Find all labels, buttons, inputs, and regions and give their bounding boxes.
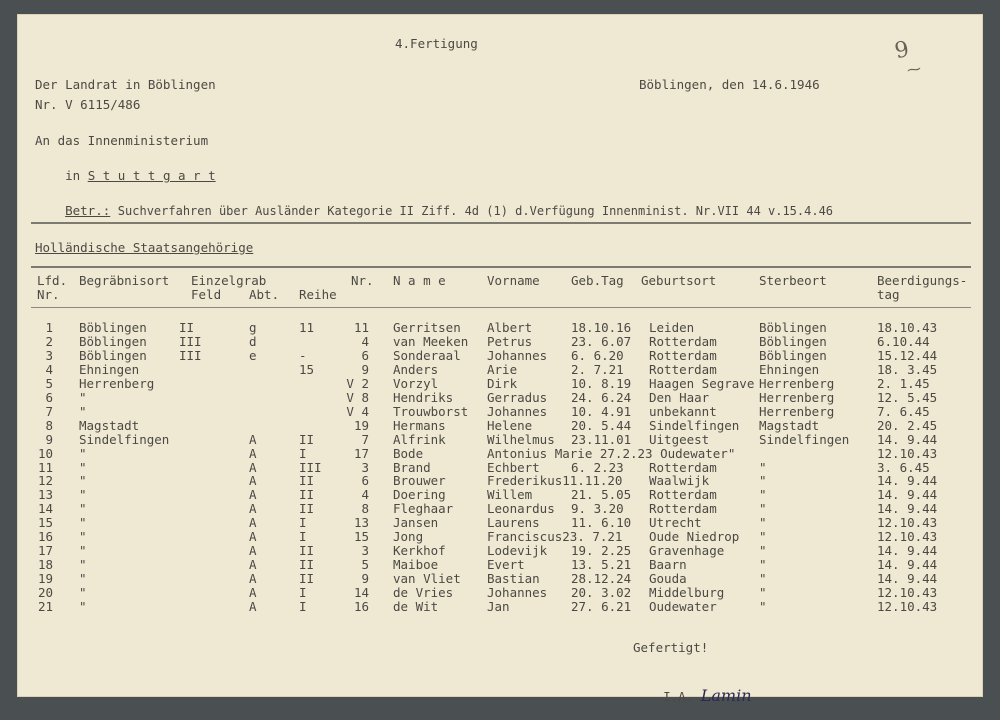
burial-place: " bbox=[79, 459, 87, 475]
burial-date: 18. 3.45 bbox=[877, 361, 938, 377]
surname: Anders bbox=[393, 361, 439, 377]
burial-place: " bbox=[79, 515, 87, 531]
grave-row: II bbox=[299, 543, 315, 559]
grave-number: 4 bbox=[361, 333, 369, 349]
row-number: 12 bbox=[37, 473, 53, 489]
col-begraebnisort: Begräbnisort bbox=[79, 273, 170, 288]
table-row bbox=[17, 447, 983, 460]
first-name: Arie bbox=[487, 361, 518, 377]
surname: van Vliet bbox=[393, 571, 461, 587]
table-row bbox=[17, 433, 983, 446]
ia-label: I.A. bbox=[663, 689, 694, 704]
first-name: Wilhelmus bbox=[487, 431, 555, 447]
row-number: 21 bbox=[37, 599, 53, 614]
surname: van Meeken bbox=[393, 333, 469, 349]
grave-number: 9 bbox=[361, 361, 369, 377]
file-number: Nr. V 6115/486 bbox=[35, 97, 141, 112]
surname: Sonderaal bbox=[393, 347, 461, 363]
grave-number: 19 bbox=[353, 417, 369, 433]
row-number: 4 bbox=[45, 361, 53, 377]
grave-section: A bbox=[249, 571, 257, 587]
row-number: 3 bbox=[45, 347, 53, 363]
surname: Kerkhof bbox=[393, 543, 446, 559]
subject-label: Betr.: bbox=[65, 203, 111, 218]
grave-section: e bbox=[249, 347, 257, 363]
col-reihe: Reihe bbox=[299, 287, 337, 302]
burial-date: 14. 9.44 bbox=[877, 487, 938, 503]
grave-row: I bbox=[299, 585, 307, 601]
grave-row: I bbox=[299, 445, 307, 461]
first-name: Antonius Marie 27.2.23 Oudewater" bbox=[487, 445, 736, 461]
grave-section: A bbox=[249, 487, 257, 503]
birth-date: 21. 5.05 bbox=[571, 487, 632, 503]
first-name: Evert bbox=[487, 557, 525, 573]
burial-place: " bbox=[79, 543, 87, 559]
burial-date: 7. 6.45 bbox=[877, 403, 930, 419]
row-number: 19 bbox=[37, 571, 53, 587]
row-number: 6 bbox=[45, 389, 53, 405]
burial-place: Böblingen bbox=[79, 347, 147, 363]
table-row bbox=[17, 516, 983, 529]
surname: Bode bbox=[393, 445, 424, 461]
col-abt: Abt. bbox=[249, 287, 280, 302]
birth-date: 6. 6.20 bbox=[571, 347, 624, 363]
divider-table-top bbox=[31, 266, 971, 268]
row-number: 15 bbox=[37, 515, 53, 531]
grave-number: V 2 bbox=[346, 375, 369, 391]
grave-number: 14 bbox=[353, 585, 369, 601]
table-row bbox=[17, 488, 983, 501]
death-place: " bbox=[759, 459, 767, 475]
birth-date: 9. 3.20 bbox=[571, 501, 624, 517]
grave-field: II bbox=[179, 320, 195, 335]
surname: Doering bbox=[393, 487, 446, 503]
burial-date: 3. 6.45 bbox=[877, 459, 930, 475]
surname: Jansen bbox=[393, 515, 439, 531]
death-place: " bbox=[759, 557, 767, 573]
grave-number: 3 bbox=[361, 459, 369, 475]
first-name: Dirk bbox=[487, 375, 518, 391]
burial-place: Ehningen bbox=[79, 361, 140, 377]
birth-date: 23.11.01 bbox=[571, 431, 632, 447]
burial-date: 12.10.43 bbox=[877, 599, 938, 614]
burial-date: 12.10.43 bbox=[877, 585, 938, 601]
grave-field: III bbox=[179, 347, 202, 363]
first-name: Jan bbox=[487, 599, 510, 614]
death-place: " bbox=[759, 529, 767, 545]
first-name: Willem bbox=[487, 487, 533, 503]
row-number: 10 bbox=[37, 445, 53, 461]
surname: Brouwer bbox=[393, 473, 446, 489]
first-name: Franciscus23. 7.21 bbox=[487, 529, 623, 545]
grave-number: 6 bbox=[361, 347, 369, 363]
grave-section: A bbox=[249, 445, 257, 461]
grave-row: 15 bbox=[299, 361, 315, 377]
burial-place: " bbox=[79, 473, 87, 489]
burial-date: 14. 9.44 bbox=[877, 501, 938, 517]
table-row bbox=[17, 461, 983, 474]
birth-place: Haagen Segrave bbox=[649, 375, 755, 391]
row-number: 7 bbox=[45, 403, 53, 419]
sender: Der Landrat in Böblingen bbox=[35, 77, 216, 92]
surname: Vorzyl bbox=[393, 375, 439, 391]
row-number: 13 bbox=[37, 487, 53, 503]
birth-place: Middelburg bbox=[649, 585, 725, 601]
burial-date: 6.10.44 bbox=[877, 333, 930, 349]
col-geb-tag: Geb.Tag bbox=[571, 273, 624, 288]
death-place: " bbox=[759, 515, 767, 531]
row-number: 8 bbox=[45, 417, 53, 433]
burial-date: 14. 9.44 bbox=[877, 473, 938, 489]
handwritten-note: 9 bbox=[892, 36, 912, 65]
burial-date: 12.10.43 bbox=[877, 515, 938, 531]
recipient: An das Innenministerium bbox=[35, 133, 209, 148]
death-place: " bbox=[759, 543, 767, 559]
grave-number: 9 bbox=[361, 571, 369, 587]
grave-number: V 4 bbox=[346, 403, 369, 419]
grave-number: 6 bbox=[361, 473, 369, 489]
birth-place: Gravenhage bbox=[649, 543, 725, 559]
first-name: Petrus bbox=[487, 333, 533, 349]
death-place: " bbox=[759, 599, 767, 614]
row-number: 1 bbox=[45, 320, 53, 335]
table-row bbox=[17, 474, 983, 487]
col-vorname: Vorname bbox=[487, 273, 540, 288]
grave-section: A bbox=[249, 529, 257, 545]
divider-top bbox=[31, 222, 971, 224]
subject-line bbox=[35, 188, 833, 233]
row-number: 5 bbox=[45, 375, 53, 391]
divider-header-bottom bbox=[31, 307, 971, 308]
table-row bbox=[17, 530, 983, 543]
grave-row: I bbox=[299, 515, 307, 531]
grave-section: A bbox=[249, 431, 257, 447]
grave-section: A bbox=[249, 501, 257, 517]
burial-place: " bbox=[79, 389, 87, 405]
place-date: Böblingen, den 14.6.1946 bbox=[639, 77, 820, 92]
first-name: Frederikus11.11.20 bbox=[487, 473, 623, 489]
birth-date: 19. 2.25 bbox=[571, 543, 632, 559]
surname: Fleghaar bbox=[393, 501, 454, 517]
row-number: 2 bbox=[45, 333, 53, 349]
grave-number: 4 bbox=[361, 487, 369, 503]
birth-place: Sindelfingen bbox=[649, 417, 740, 433]
grave-number: 15 bbox=[353, 529, 369, 545]
burial-date: 2. 1.45 bbox=[877, 375, 930, 391]
burial-date: 18.10.43 bbox=[877, 320, 938, 335]
col-einzelgrab-feld: Einzelgrab Feld bbox=[191, 273, 267, 302]
burial-date: 14. 9.44 bbox=[877, 431, 938, 447]
birth-date: 6. 2.23 bbox=[571, 459, 624, 475]
grave-section: A bbox=[249, 473, 257, 489]
birth-date: 10. 8.19 bbox=[571, 375, 632, 391]
burial-place: " bbox=[79, 501, 87, 517]
birth-date: 28.12.24 bbox=[571, 571, 632, 587]
grave-number: 7 bbox=[361, 431, 369, 447]
burial-date: 20. 2.45 bbox=[877, 417, 938, 433]
table-row bbox=[17, 349, 983, 362]
grave-section: d bbox=[249, 333, 257, 349]
burial-place: " bbox=[79, 557, 87, 573]
grave-number: 8 bbox=[361, 501, 369, 517]
birth-place: Oudewater bbox=[649, 599, 717, 614]
birth-place: Rotterdam bbox=[649, 361, 717, 377]
birth-place: Rotterdam bbox=[649, 459, 717, 475]
first-name: Albert bbox=[487, 320, 533, 335]
row-number: 14 bbox=[37, 501, 53, 517]
burial-place: Herrenberg bbox=[79, 375, 155, 391]
burial-place: Sindelfingen bbox=[79, 431, 170, 447]
death-place: Herrenberg bbox=[759, 389, 835, 405]
table-row bbox=[17, 363, 983, 376]
death-place: Böblingen bbox=[759, 347, 827, 363]
copy-label: 4.Fertigung bbox=[395, 36, 478, 51]
document-page bbox=[17, 14, 983, 705]
col-name: N a m e bbox=[393, 273, 446, 288]
burial-place: " bbox=[79, 403, 87, 419]
first-name: Echbert bbox=[487, 459, 540, 475]
table-row bbox=[17, 335, 983, 348]
handwritten-scribble: ⁓ bbox=[905, 61, 923, 79]
birth-place: Oude Niedrop bbox=[649, 529, 740, 545]
death-place: Böblingen bbox=[759, 320, 827, 335]
birth-date: 24. 6.24 bbox=[571, 389, 632, 405]
birth-date: 20. 5.44 bbox=[571, 417, 632, 433]
surname: de Wit bbox=[393, 599, 439, 614]
row-number: 18 bbox=[37, 557, 53, 573]
grave-row: II bbox=[299, 431, 315, 447]
section-title: Holländische Staatsangehörige bbox=[35, 240, 254, 255]
col-beerdigungstag: Beerdigungs- tag bbox=[877, 273, 968, 302]
death-place: Sindelfingen bbox=[759, 431, 850, 447]
surname: de Vries bbox=[393, 585, 454, 601]
grave-row: II bbox=[299, 501, 315, 517]
birth-place: Rotterdam bbox=[649, 501, 717, 517]
burial-place: " bbox=[79, 599, 87, 614]
burial-place: " bbox=[79, 529, 87, 545]
grave-row: I bbox=[299, 529, 307, 545]
death-place: Magstadt bbox=[759, 417, 820, 433]
grave-section: A bbox=[249, 557, 257, 573]
grave-number: 13 bbox=[353, 515, 369, 531]
col-lfd-nr: Lfd. Nr. bbox=[37, 273, 68, 302]
birth-place: Rotterdam bbox=[649, 333, 717, 349]
subject-text: Suchverfahren über Ausländer Kategorie II Ziff. 4d (1) d.Verfügung Innenminist. Nr.VII 44 v.15.4.46 bbox=[117, 204, 834, 218]
surname: Jong bbox=[393, 529, 424, 545]
grave-number: 17 bbox=[353, 445, 369, 461]
table-row bbox=[17, 405, 983, 418]
birth-date: 2. 7.21 bbox=[571, 361, 624, 377]
grave-section: A bbox=[249, 585, 257, 601]
row-number: 20 bbox=[37, 585, 53, 601]
surname: Gerritsen bbox=[393, 320, 461, 335]
grave-field: III bbox=[179, 333, 202, 349]
death-place: " bbox=[759, 487, 767, 503]
table-row bbox=[17, 502, 983, 515]
col-nr: Nr. bbox=[351, 273, 374, 288]
table-row bbox=[17, 419, 983, 432]
burial-place: Magstadt bbox=[79, 417, 140, 433]
burial-place: " bbox=[79, 585, 87, 601]
death-place: Böblingen bbox=[759, 333, 827, 349]
grave-number: 16 bbox=[353, 599, 369, 614]
burial-date: 12.10.43 bbox=[877, 445, 938, 461]
birth-place: unbekannt bbox=[649, 403, 717, 419]
birth-date: 27. 6.21 bbox=[571, 599, 632, 614]
certified-label: Gefertigt! bbox=[633, 640, 709, 655]
grave-row: II bbox=[299, 473, 315, 489]
birth-date: 23. 6.07 bbox=[571, 333, 632, 349]
birth-place: Waalwijk bbox=[649, 473, 710, 489]
burial-date: 15.12.44 bbox=[877, 347, 938, 363]
burial-place: " bbox=[79, 487, 87, 503]
grave-section: A bbox=[249, 599, 257, 614]
burial-date: 14. 9.44 bbox=[877, 543, 938, 559]
death-place: Herrenberg bbox=[759, 375, 835, 391]
grave-number: 3 bbox=[361, 543, 369, 559]
signature: Lamin bbox=[700, 686, 752, 705]
grave-number: 11 bbox=[353, 320, 369, 335]
birth-date: 10. 4.91 bbox=[571, 403, 632, 419]
birth-date: 18.10.16 bbox=[571, 320, 632, 335]
birth-date: 20. 3.02 bbox=[571, 585, 632, 601]
grave-row: II bbox=[299, 557, 315, 573]
birth-place: Leiden bbox=[649, 320, 695, 335]
birth-place: Den Haar bbox=[649, 389, 710, 405]
row-number: 16 bbox=[37, 529, 53, 545]
grave-row: III bbox=[299, 459, 322, 475]
table-row bbox=[17, 586, 983, 599]
birth-place: Rotterdam bbox=[649, 347, 717, 363]
death-place: " bbox=[759, 571, 767, 587]
first-name: Johannes bbox=[487, 347, 548, 363]
row-number: 11 bbox=[37, 459, 53, 475]
grave-section: A bbox=[249, 515, 257, 531]
grave-section: A bbox=[249, 459, 257, 475]
burial-place: " bbox=[79, 571, 87, 587]
burial-date: 12.10.43 bbox=[877, 529, 938, 545]
death-place: " bbox=[759, 473, 767, 489]
grave-row: 11 bbox=[299, 320, 315, 335]
death-place: Herrenberg bbox=[759, 403, 835, 419]
row-number: 17 bbox=[37, 543, 53, 559]
first-name: Johannes bbox=[487, 403, 548, 419]
surname: Maiboe bbox=[393, 557, 439, 573]
table-row bbox=[17, 544, 983, 557]
birth-place: Baarn bbox=[649, 557, 687, 573]
grave-number: V 8 bbox=[346, 389, 369, 405]
grave-section: A bbox=[249, 543, 257, 559]
birth-place: Rotterdam bbox=[649, 487, 717, 503]
first-name: Gerradus bbox=[487, 389, 548, 405]
grave-row: II bbox=[299, 571, 315, 587]
first-name: Bastian bbox=[487, 571, 540, 587]
grave-section: g bbox=[249, 320, 257, 335]
table-row bbox=[17, 572, 983, 585]
table-row bbox=[17, 321, 983, 334]
grave-number: 5 bbox=[361, 557, 369, 573]
first-name: Leonardus bbox=[487, 501, 555, 517]
burial-date: 14. 9.44 bbox=[877, 557, 938, 573]
death-place: Ehningen bbox=[759, 361, 820, 377]
first-name: Lodevijk bbox=[487, 543, 548, 559]
table-row bbox=[17, 391, 983, 404]
burial-place: " bbox=[79, 445, 87, 461]
death-place: " bbox=[759, 501, 767, 517]
burial-date: 14. 9.44 bbox=[877, 571, 938, 587]
surname: Brand bbox=[393, 459, 431, 475]
surname: Hermans bbox=[393, 417, 446, 433]
burial-place: Böblingen bbox=[79, 333, 147, 349]
surname: Alfrink bbox=[393, 431, 446, 447]
first-name: Laurens bbox=[487, 515, 540, 531]
birth-place: Utrecht bbox=[649, 515, 702, 531]
grave-row: II bbox=[299, 487, 315, 503]
surname: Hendriks bbox=[393, 389, 454, 405]
grave-row: I bbox=[299, 599, 307, 614]
death-place: " bbox=[759, 585, 767, 601]
table-row bbox=[17, 558, 983, 571]
city-prefix: in bbox=[65, 168, 81, 183]
birth-date: 13. 5.21 bbox=[571, 557, 632, 573]
birth-date: 11. 6.10 bbox=[571, 515, 632, 531]
burial-place: Böblingen bbox=[79, 320, 147, 335]
first-name: Johannes bbox=[487, 585, 548, 601]
burial-date: 12. 5.45 bbox=[877, 389, 938, 405]
birth-place: Uitgeest bbox=[649, 431, 710, 447]
row-number: 9 bbox=[45, 431, 53, 447]
birth-place: Gouda bbox=[649, 571, 687, 587]
col-geburtsort: Geburtsort bbox=[641, 273, 717, 288]
col-sterbeort: Sterbeort bbox=[759, 273, 827, 288]
grave-row: - bbox=[299, 347, 307, 363]
table-row bbox=[17, 600, 983, 613]
first-name: Helene bbox=[487, 417, 533, 433]
surname: Trouwborst bbox=[393, 403, 469, 419]
table-row bbox=[17, 377, 983, 390]
city: S t u t t g a r t bbox=[87, 168, 216, 183]
